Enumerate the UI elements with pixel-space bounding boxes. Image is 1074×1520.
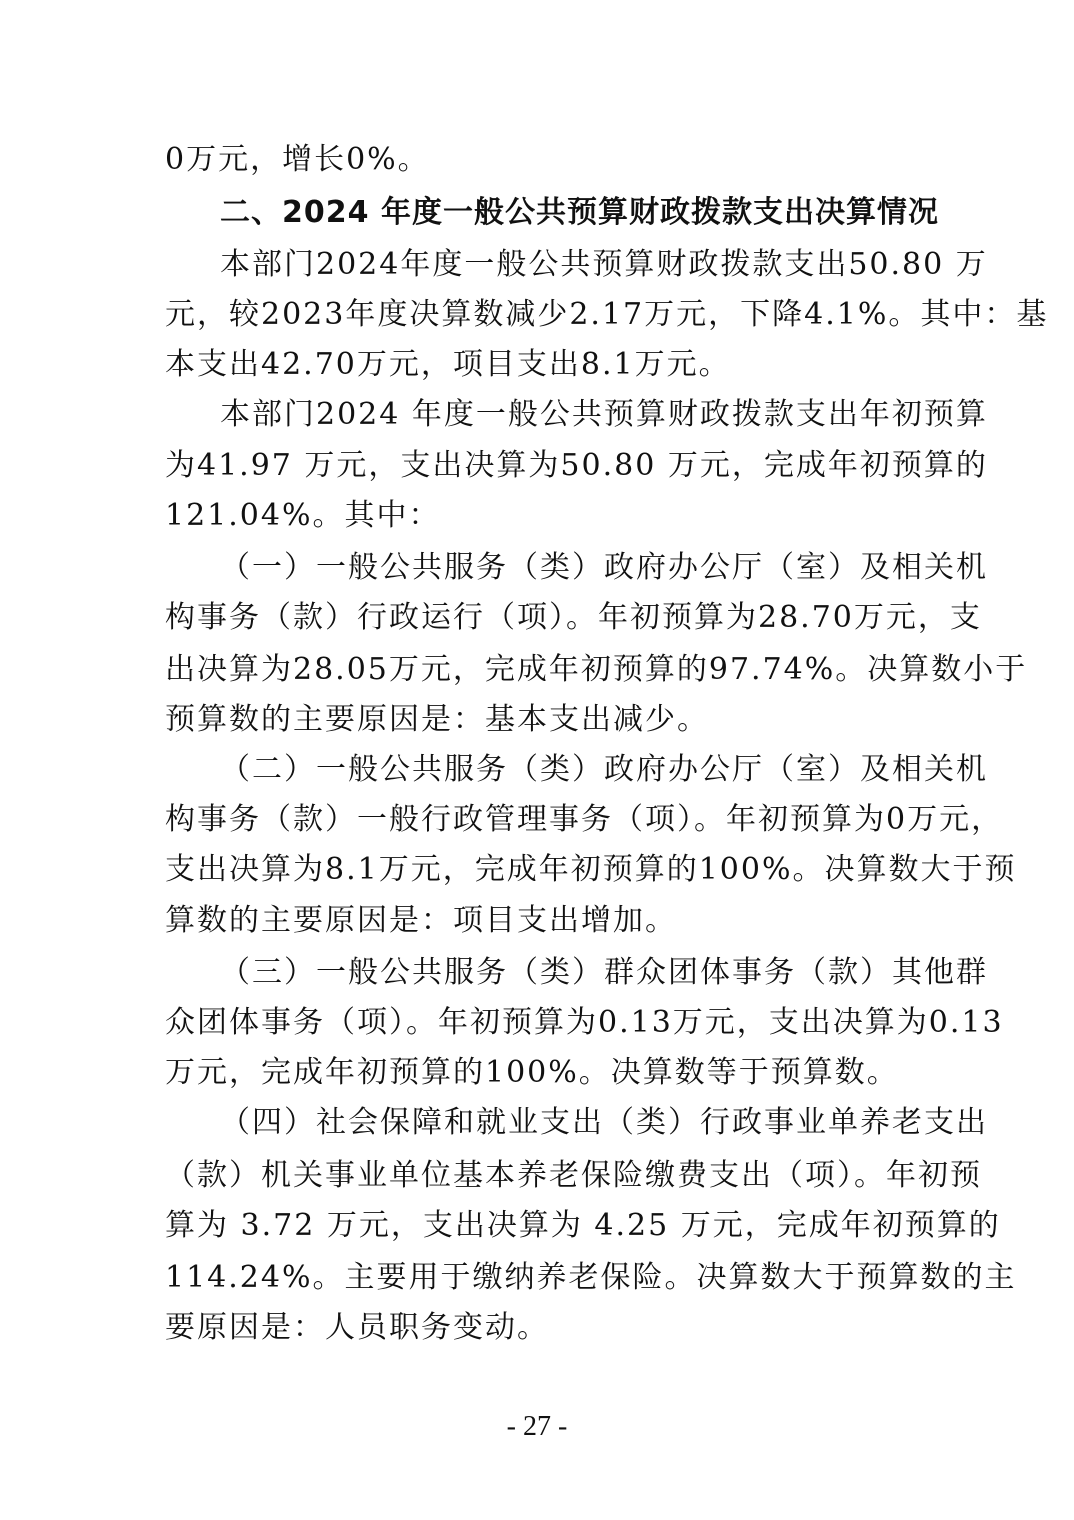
text-line: 本支出42.70万元，项目支出8.1万元。 <box>165 347 731 382</box>
text-line: 构事务（款）一般行政管理事务（项）。年初预算为0万元， <box>165 802 1004 837</box>
text-line: 0万元，增长0%。 <box>165 142 430 177</box>
text-line: 万元，完成年初预算的100%。决算数等于预算数。 <box>165 1055 899 1090</box>
text-line: 支出决算为8.1万元，完成年初预算的100%。决算数大于预 <box>165 852 1017 887</box>
text-line: 要原因是：人员职务变动。 <box>165 1310 549 1345</box>
text-line: 算为 3.72 万元，支出决算为 4.25 万元，完成年初预算的 <box>165 1208 1001 1243</box>
text-line: 预算数的主要原因是：基本支出减少。 <box>165 702 709 737</box>
text-line: 构事务（款）行政运行（项）。年初预算为28.70万元，支 <box>165 600 982 635</box>
text-line: 元，较2023年度决算数减少2.17万元，下降4.1%。其中：基 <box>165 297 1049 332</box>
text-line: 出决算为28.05万元，完成年初预算的97.74%。决算数小于 <box>165 652 1028 687</box>
text-line: 114.24%。主要用于缴纳养老保险。决算数大于预算数的主 <box>165 1260 1017 1295</box>
text-line: 为41.97 万元，支出决算为50.80 万元，完成年初预算的 <box>165 448 988 483</box>
text-line: 众团体事务（项）。年初预算为0.13万元，支出决算为0.13 <box>165 1005 1004 1040</box>
text-line: （一）一般公共服务（类）政府办公厅（室）及相关机 <box>220 550 988 585</box>
text-line: （款）机关事业单位基本养老保险缴费支出（项）。年初预 <box>165 1158 982 1193</box>
text-line: （二）一般公共服务（类）政府办公厅（室）及相关机 <box>220 752 988 787</box>
text-line: （四）社会保障和就业支出（类）行政事业单养老支出 <box>220 1105 988 1140</box>
page-number: - 27 - <box>506 1411 568 1442</box>
text-line: 本部门2024 年度一般公共预算财政拨款支出年初预算 <box>220 397 988 432</box>
text-line: 本部门2024年度一般公共预算财政拨款支出50.80 万 <box>220 247 988 282</box>
text-line: （三）一般公共服务（类）群众团体事务（款）其他群 <box>220 955 988 990</box>
text-line: 121.04%。其中： <box>165 498 441 533</box>
section-heading: 二、2024 年度一般公共预算财政拨款支出决算情况 <box>220 195 939 230</box>
text-line: 算数的主要原因是：项目支出增加。 <box>165 903 677 938</box>
